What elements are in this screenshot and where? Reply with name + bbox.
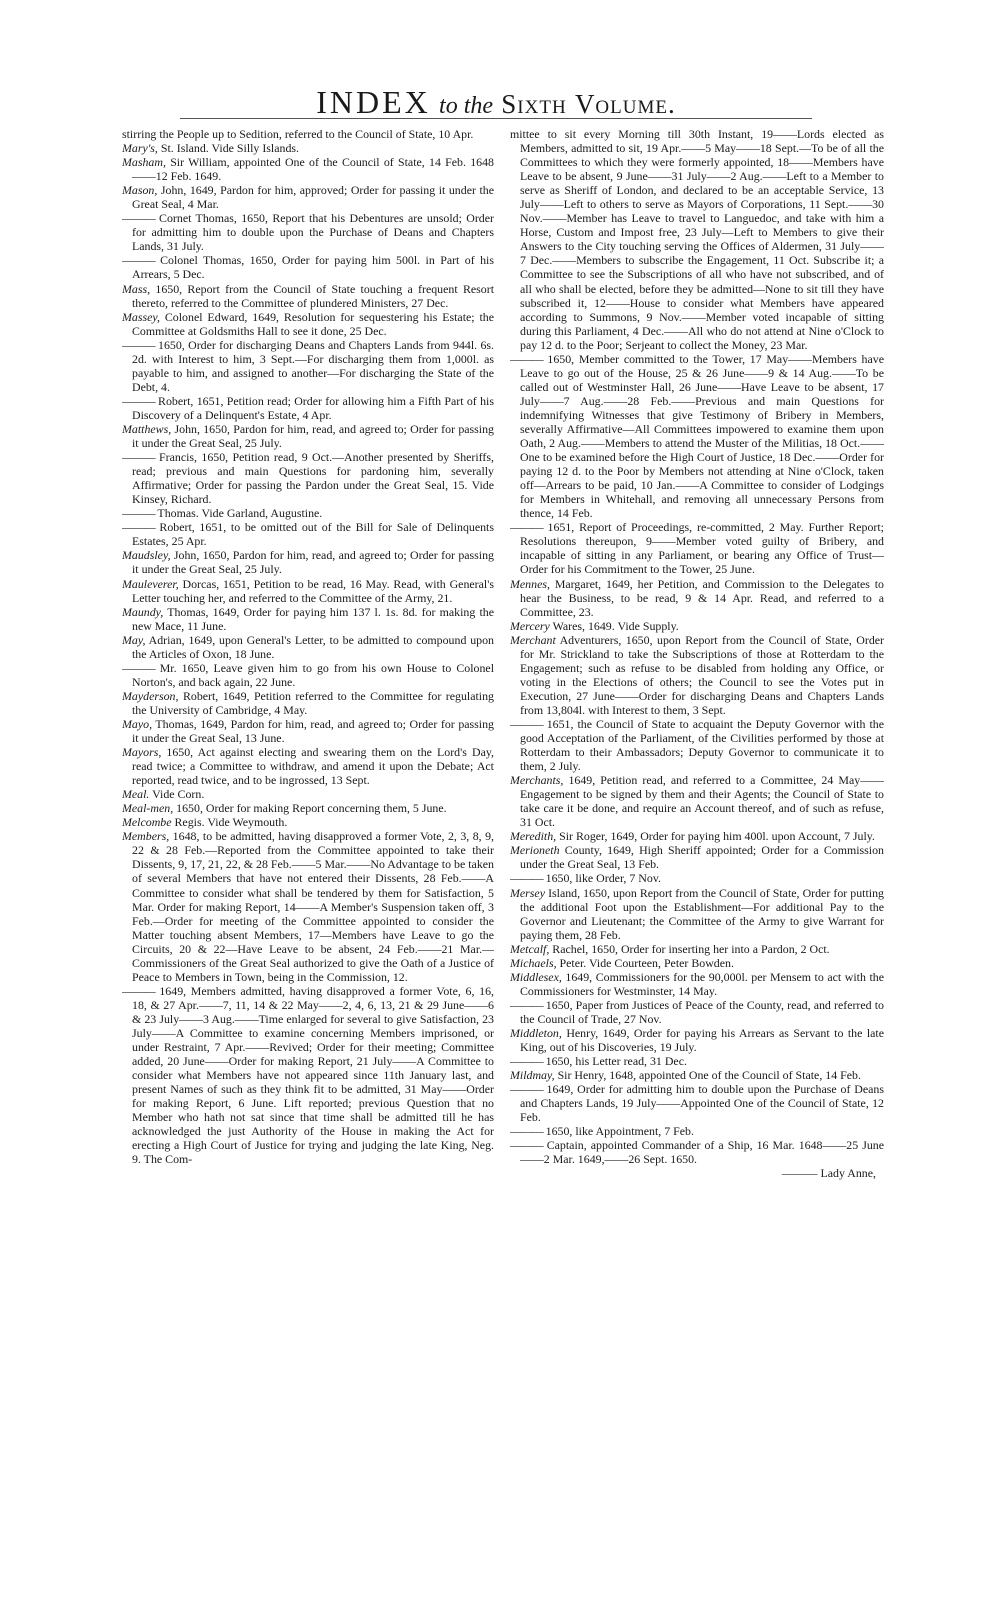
entry-headword: Mildmay, [510, 1068, 555, 1083]
entry-headword: ——— [122, 393, 155, 408]
index-entry [510, 829, 884, 843]
index-entry [510, 352, 884, 521]
index-entry [122, 310, 494, 338]
entry-text: Captain, appointed Commander of a Ship, 16 Mar. 1648——25 June——2 Mar. 1649,——26 Sept. 1650. [520, 1138, 884, 1167]
entry-headword: Matthews, [122, 421, 172, 436]
entry-headword: Meal-men, [122, 801, 174, 816]
index-entry [510, 1082, 884, 1124]
catchword: ——— Lady Anne, [781, 1166, 876, 1181]
entry-headword: Middleton, [510, 1026, 562, 1040]
index-entry [122, 633, 494, 661]
index-entry [510, 633, 884, 717]
index-entry [510, 942, 884, 956]
index-entry [510, 1068, 884, 1082]
entry-headword: ——— [510, 1138, 543, 1153]
entry-headword: Mersey [510, 885, 545, 900]
index-entry [122, 422, 494, 450]
index-entry [510, 970, 884, 998]
right-column [510, 127, 884, 1587]
entry-text: Sir William, appointed One of the Council of State, 14 Feb. 1648——12 Feb. 1649. [132, 155, 494, 184]
index-entry [510, 871, 884, 885]
entry-headword: Members, [122, 829, 170, 844]
entry-headword: ——— [122, 520, 155, 535]
entry-text: Island, 1650, upon Report from the Council of State, Order for putting the additional Foot upon the Establishment—For additional Pay to the Governor and Lieutenant; the Committee of the Army to give Warrant for paying them, 28 Feb. [520, 885, 884, 942]
entry-headword: ——— [122, 506, 155, 521]
entry-headword: ——— [510, 1124, 543, 1139]
entry-text: John, 1650, Pardon for him, read, and agreed to; Order for passing it under the Great Seal, 25 July. [132, 421, 494, 451]
index-entry [122, 141, 494, 155]
index-entry [510, 1124, 884, 1138]
index-entry [122, 577, 494, 605]
index-entry [122, 829, 494, 984]
entry-text: 1650, Report from the Council of State touching a frequent Resort thereto, referred to the Committee of plundered Ministers, 27 Dec. [132, 281, 494, 310]
entry-text: Peter. Vide Courteen, Peter Bowden. [556, 955, 734, 970]
entry-headword: Mercery [510, 618, 550, 633]
entry-headword: ——— [510, 520, 543, 535]
page-header [0, 84, 992, 128]
index-entry [510, 843, 884, 871]
entry-headword: Mass, [122, 281, 151, 296]
entry-headword: Mason, [122, 183, 158, 198]
entry-headword: ——— [510, 1082, 543, 1097]
index-entry [122, 815, 494, 829]
header-rule [180, 118, 812, 119]
entry-headword: Merchant [510, 632, 556, 647]
index-entry [510, 1138, 884, 1166]
entry-headword: Meal. [122, 787, 150, 802]
title-to-the: to the [439, 93, 494, 119]
index-entry [122, 548, 494, 576]
index-entry [510, 886, 884, 942]
entry-headword: Merchants, [510, 773, 564, 788]
entry-text: Adventurers, 1650, upon Report from the Council of State, Order for Mr. Strickland to take the Subscriptions of those at Rotterdam to the Engagement; such as refuse to be disabled from holding any Office, or voting in the Elections of others; the Council to see the Votes put in Execution, 27 June——Order for discharging Deans and Chapters Lands from 13,804l. with Interest to them, 3 Sept. [520, 632, 884, 717]
entry-headword: Mayo, [122, 716, 153, 731]
entry-headword: Mayderson, [122, 688, 179, 703]
index-entry [510, 956, 884, 970]
entry-text: 1650, Member committed to the Tower, 17 May——Members have Leave to go out of the House, 25 & 26 June——9 & 14 Aug.——To be called out of Westminster Hall, 26 June——Have Leave to be absent, 17 July——7 Aug.——28 Feb.——Previous and main Questions for indemnifying Witnesses that give Testimony of Bribery in Members, severally Affirmative—All Committees impowered to examine them upon Oath, 2 Aug.——Members to attend the Muster of the Militias, 18 Oct.——One to be examined before the High Court of Justice, 18 Dec.——Order for paying 12 d. to the Poor by Members not attending at Nine o'Clock, taken off—Arrears to be paid, 10 Jan.——A Committee to consider of Lodgings for Members in Whitehall, and removing all unnecessary Persons from thence, 14 Feb. [520, 351, 884, 521]
index-entry [122, 520, 494, 548]
entry-text: Adrian, 1649, upon General's Letter, to be admitted to compound upon the Articles of Oxon, 18 June. [132, 632, 494, 661]
index-entry [122, 127, 494, 141]
entry-headword: Melcombe [122, 815, 172, 830]
entry-text: 1651, the Council of State to acquaint the Deputy Governor with the good Acceptation of the Parliament, of the Civilities performed by those at Rotterdam to their Ambassadors; Deputy Governor to communicate it to them, 2 July. [520, 716, 884, 774]
entry-text: Mr. 1650, Leave given him to go from his own House to Colonel Norton's, and back again, 22 June. [132, 660, 494, 689]
entry-text: 1650, Order for discharging Deans and Chapters Lands from 944l. 6s. 2d. with Interest to him, 3 Sept.—For discharging them from 1,000l. as payable to him, and assigned to another—For discharging the State of the Debt, 4. [132, 337, 494, 394]
index-entry [122, 338, 494, 394]
title-volume: Volume. [574, 89, 676, 119]
entry-headword: ——— [510, 716, 543, 731]
entry-text: Thomas, 1649, Pardon for him, read, and agreed to; Order for passing it under the Great Seal, 13 June. [132, 716, 494, 746]
entry-text: 1650, like Appointment, 7 Feb. [542, 1124, 694, 1139]
index-entry [122, 211, 494, 253]
entry-text: 1650, Act against electing and swearing them on the Lord's Day, read twice; a Committee to withdraw, and amend it upon the Debate; Act reported, read twice, and to be ingrossed, 13 Sept. [132, 745, 494, 788]
entry-text: St. Island. Vide Silly Islands. [157, 141, 300, 156]
entry-headword: Merioneth [510, 843, 560, 858]
index-entry [122, 253, 494, 281]
entry-headword: ——— [122, 337, 155, 352]
entry-text: Robert, 1651, Petition read; Order for allowing him a Fifth Part of his Discovery of a Delinquent's Estate, 4 Apr. [132, 393, 494, 422]
index-entry [510, 717, 884, 773]
index-entry [122, 155, 494, 183]
entry-text: 1650, Paper from Justices of Peace of the County, read, and referred to the Council of Trade, 27 Nov. [520, 997, 884, 1026]
entry-headword: ——— [122, 983, 155, 998]
entry-text: John, 1650, Pardon for him, read, and agreed to; Order for passing it under the Great Seal, 25 July. [132, 548, 494, 577]
entry-text: John, 1649, Pardon for him, approved; Order for passing it under the Great Seal, 4 Mar. [132, 183, 494, 212]
entry-text: Robert, 1651, to be omitted out of the Bill for Sale of Delinquents Estates, 25 Apr. [132, 520, 494, 549]
entry-text: 1648, to be admitted, having disapproved a former Vote, 2, 3, 8, 9, 22 & 28 Feb.—Reported from the Committee appointed to take their Dissents, 9, 17, 21, 22, & 28 Feb.——5 Mar.——No Advantage to be taken of several Members that have not entered their Dissents, 28 Feb.——A Committee to consider what shall be tendered by them for Satisfaction, 5 Mar. Order for making Report, 14——A Member's Suspension taken off, 3 Feb.—Order for meeting of the Committee appointed to consider the Matter touching absent Members, 17—Members have Leave to go the Circuits, 20 & 22—Have Leave to be absent, 24 Feb.——21 Mar.—Commissioners of the Great Seal authorized to give the Oath of a Justice of Peace to Members in Town, being in the Commission, 12. [132, 829, 494, 984]
entry-headword: Mayors, [122, 745, 162, 760]
entry-text: Robert, 1649, Petition referred to the Committee for regulating the University of Cambridge, 4 May. [132, 688, 494, 717]
entry-text: Thomas, 1649, Order for paying him 137 l. 1s. 8d. for making the new Mace, 11 June. [132, 604, 494, 633]
entry-headword: Metcalf, [510, 941, 550, 956]
index-entry [122, 183, 494, 211]
entry-headword: ——— [122, 211, 155, 226]
index-entry [122, 984, 494, 1167]
left-column [122, 127, 494, 1587]
entry-text: Francis, 1650, Petition read, 9 Oct.—Another presented by Sheriffs, read; previous and main Questions for pardoning him, severally Affirmative; Order for passing the Pardon under the Great Seal, 15. Vide Kinsey, Richard. [132, 450, 494, 507]
entry-text: 1650, his Letter read, 31 Dec. [542, 1054, 687, 1069]
index-entry [122, 801, 494, 815]
entry-headword: ——— [510, 1054, 543, 1069]
entry-headword: Masham, [122, 155, 166, 170]
entry-headword: Mauleverer, [122, 576, 179, 591]
title-initial: I [316, 84, 330, 120]
entry-headword: Massey, [122, 309, 160, 324]
entry-text: 1649, Petition read, and referred to a Committee, 24 May——Engagement to be signed by them and their Agents; the Council of State to take care it be done, and require an Account thereof, and of such as refuse, 31 Oct. [520, 773, 884, 830]
index-entry [510, 1054, 884, 1068]
entry-text: Cornet Thomas, 1650, Report that his Debentures are unsold; Order for admitting him to double upon the Purchase of Deans and Chapters Lands, 31 July. [132, 211, 494, 254]
entry-text: mittee to sit every Morning till 30th Instant, 19——Lords elected as Members, admitted to sit, 19 Apr.——5 May——18 Sept.—To be of all the Committees to which they were formerly appointed, 18——Members have Leave to be absent, 9 June——31 July——2 Aug.——Left to a Member to serve as Sheriff of London, and declared to be an acceptable Service, 13 July——Left to others to serve as Mayors of Corporations, 11 Sept.——30 Nov.——Member has Leave to travel to Languedoc, and take with him a Horse, Custom and Impost free, 23 July—Left to Members to give their Answers to the City touching serving the Offices of Aldermen, 31 July——7 Dec.——Members to subscribe the Engagement, 11 Oct. Subscribe it; a Committee to see the Subscriptions of all who have not subscribed, and of all who shall be elected, before they be admitted—None to sit till they have subscribed it, 12——House to consider what Members have appeared according to Summons, 9 Nov.——Member voted incapable of sitting during this Parliament, 4 Dec.——All who do not attend at Nine o'Clock to pay 12 d. to the Poor; Serjeant to collect the Money, 23 Mar. [510, 127, 884, 352]
entry-text: County, 1649, High Sheriff appointed; Order for a Commission under the Great Seal, 13 Feb. [520, 843, 884, 872]
entry-headword: Middlesex, [510, 969, 562, 984]
index-entry [510, 773, 884, 829]
entry-headword: ——— [510, 871, 543, 886]
index-entry [510, 619, 884, 633]
index-entry [122, 745, 494, 787]
entry-text: 1649, Members admitted, having disapproved a former Vote, 6, 16, 18, & 27 Apr.——7, 11, 14 & 22 May——2, 4, 6, 13, 21 & 29 June——6 & 23 July——3 Aug.——Time enlarged for several to give Satisfaction, 23 July——A Committee to examine concerning Members imprisoned, or under Restraint, 7 Apr.——Revived; Order for their meeting; Committee added, 20 June——Order for making Report, 21 July——A Committee to consider what Members have not appeared since 11th January last, and present Names of such as they think fit to be admitted, 31 May——Order for making Report, 6 June. Lift reported; previous Question that no Member who hath not sat since that time shall be admitted till he has acknowledged the just Authority of the House in making the Act for erecting a High Court of Justice for trying and judging the late King, Neg. 9. The Com- [132, 983, 494, 1167]
index-entry [122, 506, 494, 520]
entry-text: 1650, Order for making Report concerning them, 5 June. [173, 801, 447, 816]
entry-text: Wares, 1649. Vide Supply. [549, 618, 679, 633]
entry-text: 1649, Commissioners for the 90,000l. per Mensem to act with the Commissioners for Westminster, 14 May. [520, 969, 884, 998]
entry-headword: Michaels, [510, 955, 557, 970]
entry-text: Rachel, 1650, Order for inserting her into a Pardon, 2 Oct. [549, 941, 830, 956]
entry-headword: May, [122, 632, 146, 647]
entry-headword: ——— [122, 253, 155, 268]
entry-text: Colonel Edward, 1649, Resolution for sequestering his Estate; the Committee at Goldsmiths Hall to see it done, 25 Dec. [132, 309, 494, 338]
entry-text: Margaret, 1649, her Petition, and Commission to the Delegates to hear the Business, to be read, 9 & 14 Apr. Read, and referred to a Committee, 23. [520, 576, 884, 619]
entry-headword: Mary's, [122, 141, 158, 156]
entry-text: 1649, Order for admitting him to double upon the Purchase of Deans and Chapters Lands, 19 July——Appointed One of the Council of State, 12 Feb. [520, 1082, 884, 1125]
entry-headword: ——— [510, 351, 543, 366]
entry-text: 1651, Report of Proceedings, re-committed, 2 May. Further Report; Resolutions thereupon, 9——Member voted guilty of Bribery, and incapable of sitting in any Parliament, or bearing any Office of Trust—Order for his Commitment to the Tower, 25 June. [520, 520, 884, 577]
entry-headword: ——— [122, 660, 155, 675]
index-entry [122, 394, 494, 422]
index-entry [510, 520, 884, 576]
index-entry [122, 787, 494, 801]
entry-headword: Mennes, [510, 576, 550, 591]
entry-headword: ——— [510, 997, 543, 1012]
entry-text: Regis. Vide Weymouth. [171, 815, 288, 830]
index-entry [510, 577, 884, 619]
entry-headword: Maudsley, [122, 548, 171, 563]
entry-text: 1650, like Order, 7 Nov. [542, 871, 661, 886]
entry-headword: Meredith, [510, 829, 557, 844]
index-entry [122, 689, 494, 717]
index-entry [122, 661, 494, 689]
entry-text: Thomas. Vide Garland, Augustine. [154, 506, 323, 521]
entry-text: Sir Roger, 1649, Order for paying him 400l. upon Account, 7 July. [556, 829, 875, 844]
entry-text: Colonel Thomas, 1650, Order for paying him 500l. in Part of his Arrears, 5 Dec. [132, 253, 494, 282]
entry-headword: Maundy, [122, 604, 164, 619]
index-entry [122, 605, 494, 633]
entry-text: Henry, 1649, Order for paying his Arrears as Servant to the late King, out of his Discoveries, 19 July. [520, 1026, 884, 1055]
index-entry [510, 1026, 884, 1054]
entry-text: Vide Corn. [149, 787, 205, 802]
index-entry [510, 998, 884, 1026]
entry-headword: ——— [122, 450, 155, 465]
entry-text: Sir Henry, 1648, appointed One of the Council of State, 14 Feb. [554, 1068, 861, 1083]
index-entry [122, 282, 494, 310]
index-entry [510, 127, 884, 352]
title-index: NDEX [329, 84, 431, 120]
index-entry [122, 450, 494, 506]
title-sixth: Sixth [501, 89, 567, 119]
entry-text: Dorcas, 1651, Petition to be read, 16 May. Read, with General's Letter touching her, and referred to the Committee of the Army, 21. [132, 576, 494, 605]
entry-text: stirring the People up to Sedition, referred to the Council of State, 10 Apr. [122, 127, 474, 141]
index-entry [122, 717, 494, 745]
